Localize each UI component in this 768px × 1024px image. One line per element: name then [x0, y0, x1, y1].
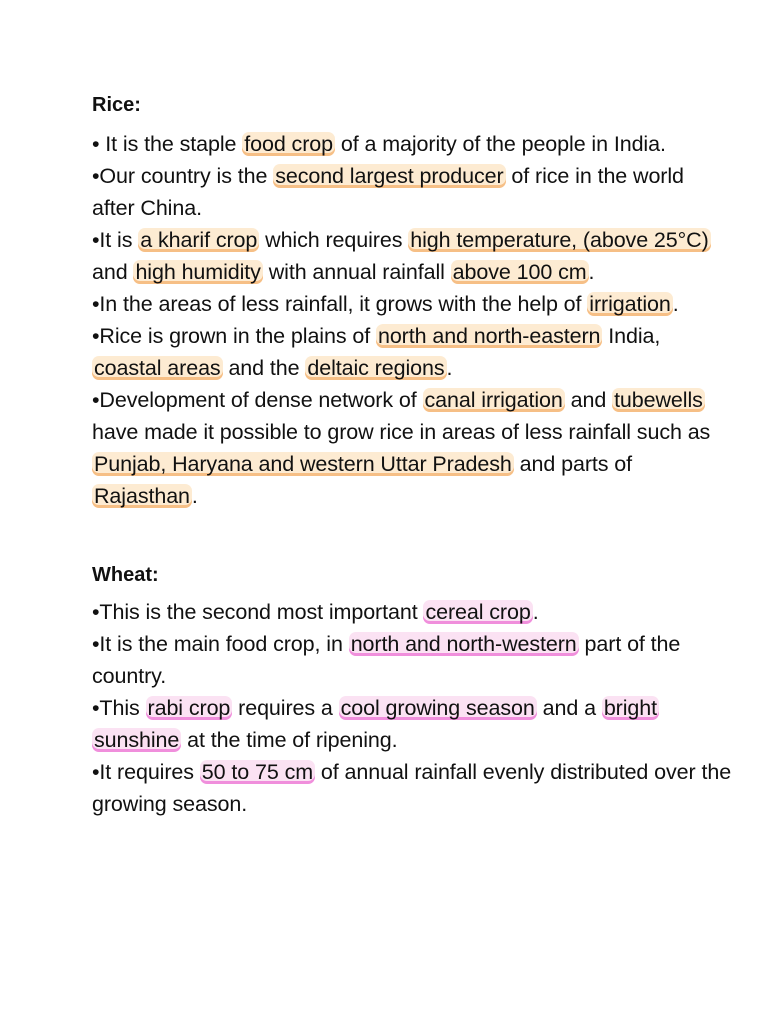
highlight-food-crop: food crop [244, 132, 333, 156]
wheat-text: and a [536, 696, 602, 720]
highlight-kharif-crop: a kharif crop [140, 228, 258, 252]
rice-heading: Rice: [92, 94, 141, 116]
highlight-punjab-haryana-up: Punjab, Haryana and western Uttar Pradesh [94, 452, 512, 476]
rice-text: which requires [259, 228, 409, 252]
wheat-text: •It is the main food crop, in [92, 632, 349, 656]
wheat-text: . [532, 600, 539, 624]
rice-text: •Our country is the [92, 164, 274, 188]
rice-text: . [191, 484, 198, 508]
wheat-point-rabi [92, 692, 732, 756]
rice-text: with annual rainfall [262, 260, 451, 284]
wheat-point-main-food [92, 628, 732, 692]
wheat-text: •This [92, 696, 146, 720]
highlight-high-temperature: high temperature, (above 25°C) [410, 228, 709, 252]
wheat-text: requires a [232, 696, 339, 720]
rice-text: • It is the staple [92, 132, 243, 156]
wheat-text: part of the country. [92, 632, 681, 688]
rice-text: . [588, 260, 595, 284]
rice-text: and [564, 388, 613, 412]
wheat-text: of annual rainfall evenly distributed over the growing season. [92, 760, 732, 816]
rice-text: and [92, 260, 134, 284]
rice-point-kharif [92, 224, 732, 288]
highlight-north-and-north-western: north and north-western [350, 632, 577, 656]
rice-text: of rice in the world after China. [92, 164, 684, 220]
highlight-rajasthan: Rajasthan [94, 484, 190, 508]
wheat-text: •It requires [92, 760, 200, 784]
highlight-rabi-crop: rabi crop [147, 696, 231, 720]
rice-point-producer [92, 160, 732, 224]
rice-text: have made it possible to grow rice in areas of less rainfall such as [92, 420, 711, 444]
highlight-irrigation: irrigation [589, 292, 671, 316]
highlight-bright-sunshine: bright sunshine [94, 696, 657, 752]
wheat-text: at the time of ripening. [181, 728, 398, 752]
rice-point-staple [92, 128, 732, 160]
highlight-north-and-north-eastern: north and north-eastern [377, 324, 601, 348]
wheat-point-rainfall [92, 756, 732, 820]
highlight-above-100cm: above 100 cm [452, 260, 587, 284]
highlight-deltaic-regions: deltaic regions [307, 356, 445, 380]
highlight-50-to-75-cm: 50 to 75 cm [201, 760, 314, 784]
wheat-point-cereal [92, 596, 732, 628]
rice-text: of a majority of the people in India. [334, 132, 666, 156]
rice-point-canal-irrigation [92, 384, 732, 512]
rice-text: •Rice is grown in the plains of [92, 324, 376, 348]
highlight-cool-growing-season: cool growing season [340, 696, 535, 720]
wheat-heading: Wheat: [92, 564, 159, 586]
rice-text: •Development of dense network of [92, 388, 423, 412]
highlight-cereal-crop: cereal crop [425, 600, 531, 624]
rice-text: and the [222, 356, 306, 380]
highlight-coastal-areas: coastal areas [94, 356, 221, 380]
notes-page [92, 92, 732, 820]
rice-point-irrigation [92, 288, 732, 320]
rice-text: . [672, 292, 679, 316]
rice-text: and parts of [513, 452, 633, 476]
rice-text: India, [602, 324, 661, 348]
highlight-second-largest-producer: second largest producer [275, 164, 504, 188]
rice-text: •In the areas of less rainfall, it grows with the help of [92, 292, 588, 316]
rice-text: •It is [92, 228, 139, 252]
rice-point-plains [92, 320, 732, 384]
highlight-tubewells: tubewells [614, 388, 703, 412]
rice-text: . [446, 356, 453, 380]
highlight-canal-irrigation: canal irrigation [424, 388, 563, 412]
highlight-high-humidity: high humidity [135, 260, 261, 284]
wheat-text: •This is the second most important [92, 600, 424, 624]
